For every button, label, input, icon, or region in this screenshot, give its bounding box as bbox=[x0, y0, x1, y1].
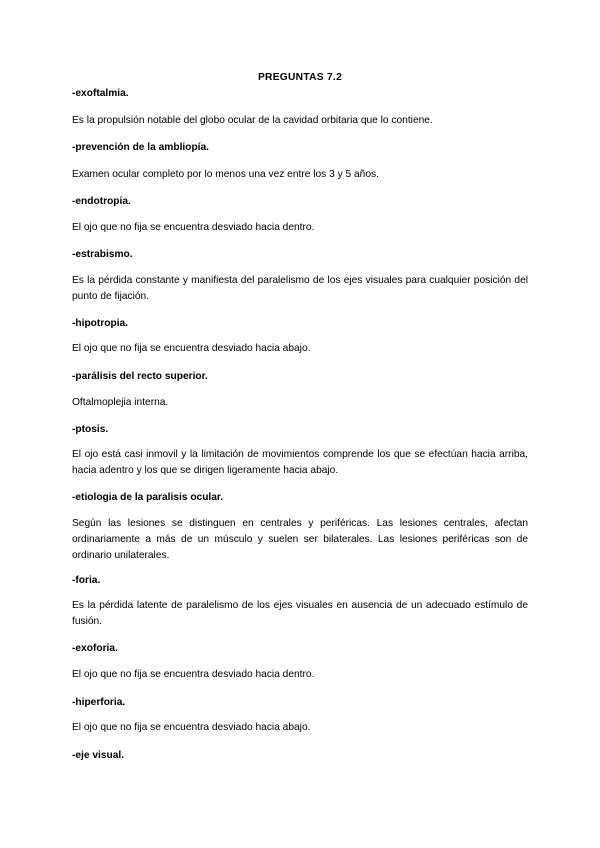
definition-hiperforia: El ojo que no fija se encuentra desviado hacia abajo. bbox=[72, 722, 311, 733]
term-exoftalmia: -exoftalmia. bbox=[72, 88, 129, 99]
definition-endotropia: El ojo que no fija se encuentra desviado hacia dentro. bbox=[72, 222, 315, 233]
term-estrabismo: -estrabismo. bbox=[72, 249, 133, 260]
term-hipotropia: -hipotropia. bbox=[72, 318, 129, 329]
definition-etiologia-paralisis-ocular: Según las lesiones se distinguen en centrales y periféricas. Las lesiones centrales, afectan ordinariamente a más de un músculo y suelen ser bilaterales. Las lesiones periféricas son de ordinario unilaterales. bbox=[72, 518, 528, 561]
definition-prevencion-ambliopia: Examen ocular completo por lo menos una vez entre los 3 y 5 años. bbox=[72, 169, 379, 180]
term-foria: -foria. bbox=[72, 575, 101, 586]
definition-paralisis-recto-superior: Oftalmoplejia interna. bbox=[72, 397, 169, 408]
term-prevencion-ambliopia: -prevención de la ambliopía. bbox=[72, 142, 209, 153]
page-title: PREGUNTAS 7.2 bbox=[257, 72, 343, 83]
definition-exoftalmia: Es la propulsión notable del globo ocular de la cavidad orbitaria que lo contiene. bbox=[72, 115, 433, 126]
definition-foria: Es la pérdida latente de paralelismo de los ejes visuales en ausencia de un adecuado estímulo de fusión. bbox=[72, 600, 528, 627]
term-endotropia: -endotropia. bbox=[72, 196, 131, 207]
term-eje-visual: -eje visual. bbox=[72, 750, 125, 761]
term-exoforia: -exoforia. bbox=[72, 643, 118, 654]
definition-estrabismo: Es la pérdida constante y manifiesta del paralelismo de los ejes visuales para cualquier posición del punto de fijación. bbox=[72, 275, 528, 302]
definition-exoforia: El ojo que no fija se encuentra desviado hacia dentro. bbox=[72, 669, 315, 680]
term-ptosis: -ptosis. bbox=[72, 424, 109, 435]
term-etiologia-paralisis-ocular: -etiologia de la paralisis ocular. bbox=[72, 492, 224, 503]
term-hiperforia: -hiperforia. bbox=[72, 697, 126, 708]
term-paralisis-recto-superior: -parálisis del recto superior. bbox=[72, 371, 208, 382]
definition-hipotropia: El ojo que no fija se encuentra desviado hacia abajo. bbox=[72, 343, 311, 354]
definition-ptosis: El ojo está casi inmovil y la limitación de movimientos comprende los que se efectúan hacia arriba, hacia adentro y los que se dirigen ligeramente hacia abajo. bbox=[72, 449, 528, 476]
